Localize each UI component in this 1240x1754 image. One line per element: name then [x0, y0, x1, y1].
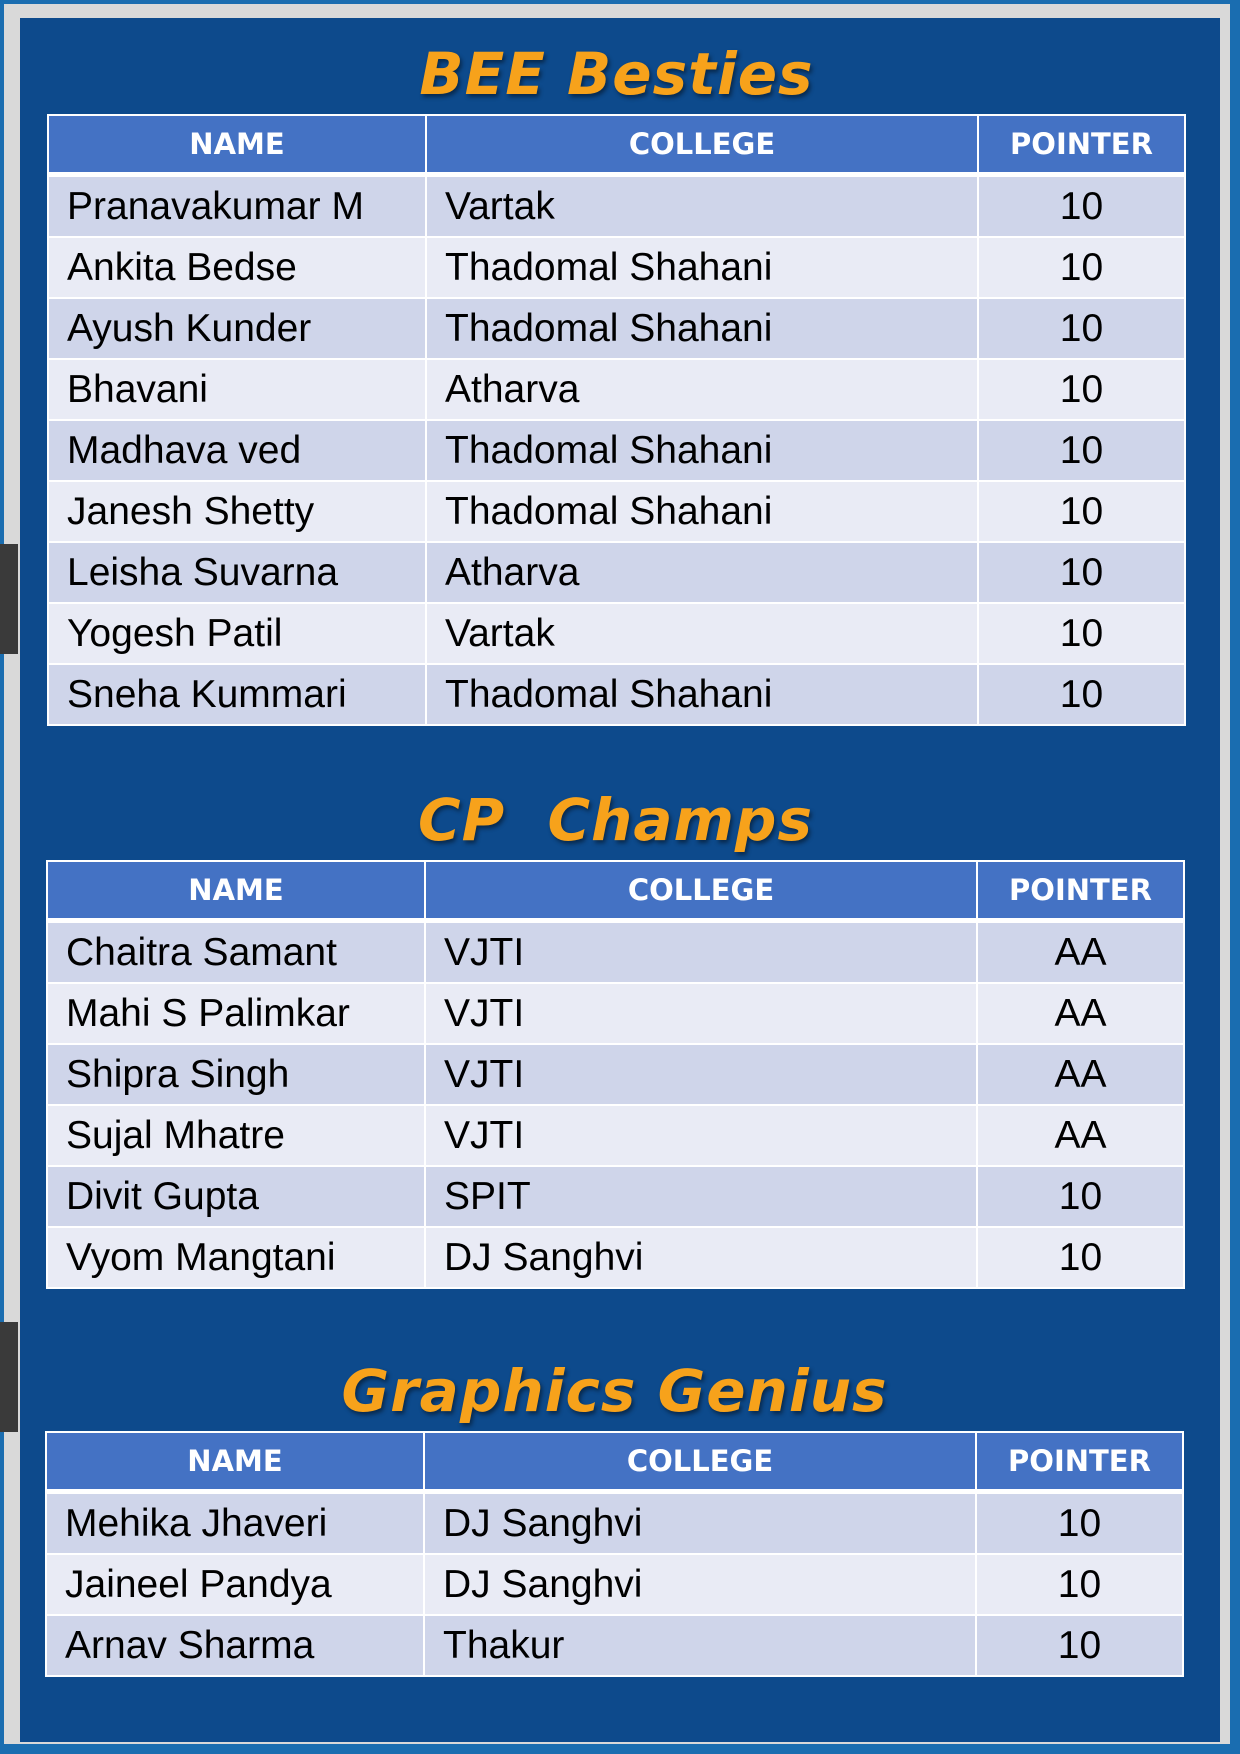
column-header-college: COLLEGE — [426, 115, 978, 175]
cell-pointer: 10 — [976, 1554, 1183, 1615]
cell-name: Yogesh Patil — [48, 603, 426, 664]
column-header-pointer: POINTER — [976, 1432, 1183, 1492]
column-header-name: NAME — [48, 115, 426, 175]
table-row — [46, 1492, 1183, 1555]
section-1 — [47, 34, 1186, 726]
table-row — [48, 420, 1185, 481]
results-table — [45, 1431, 1184, 1677]
cell-college: VJTI — [425, 1105, 977, 1166]
cell-name: Divit Gupta — [47, 1166, 425, 1227]
cell-college: DJ Sanghvi — [424, 1554, 976, 1615]
cell-name: Shipra Singh — [47, 1044, 425, 1105]
section-title: BEE Besties — [419, 40, 814, 108]
cell-name: Bhavani — [48, 359, 426, 420]
results-table — [46, 860, 1185, 1289]
table-row — [46, 1554, 1183, 1615]
cell-college: Vartak — [426, 175, 978, 238]
section-2 — [46, 780, 1185, 1289]
table-row — [48, 481, 1185, 542]
cell-pointer: 10 — [978, 664, 1185, 725]
results-table — [47, 114, 1186, 726]
cell-name: Madhava ved — [48, 420, 426, 481]
header-row — [46, 1432, 1183, 1492]
table-row — [47, 1044, 1184, 1105]
table-row — [47, 921, 1184, 984]
cell-college: SPIT — [425, 1166, 977, 1227]
cell-name: Arnav Sharma — [46, 1615, 424, 1676]
cell-pointer: 10 — [977, 1227, 1184, 1288]
table-row — [48, 603, 1185, 664]
cell-name: Ankita Bedse — [48, 237, 426, 298]
column-header-college: COLLEGE — [425, 861, 977, 921]
table-row — [48, 298, 1185, 359]
cell-name: Ayush Kunder — [48, 298, 426, 359]
cell-pointer: AA — [977, 1044, 1184, 1105]
table-row — [47, 1166, 1184, 1227]
cell-name: Sujal Mhatre — [47, 1105, 425, 1166]
cell-college: VJTI — [425, 921, 977, 984]
cell-name: Mehika Jhaveri — [46, 1492, 424, 1555]
header-row — [47, 861, 1184, 921]
cell-name: Mahi S Palimkar — [47, 983, 425, 1044]
cell-college: Thadomal Shahani — [426, 420, 978, 481]
table-row — [48, 237, 1185, 298]
cell-pointer: 10 — [978, 542, 1185, 603]
cell-name: Jaineel Pandya — [46, 1554, 424, 1615]
side-tab-upper — [0, 544, 18, 654]
cell-name: Sneha Kummari — [48, 664, 426, 725]
cell-name: Janesh Shetty — [48, 481, 426, 542]
cell-name: Pranavakumar M — [48, 175, 426, 238]
cell-name: Leisha Suvarna — [48, 542, 426, 603]
cell-name: Chaitra Samant — [47, 921, 425, 984]
table-row — [46, 1615, 1183, 1676]
section-title: Graphics Genius — [341, 1357, 888, 1425]
cell-pointer: 10 — [978, 298, 1185, 359]
cell-college: Thadomal Shahani — [426, 237, 978, 298]
table-row — [48, 664, 1185, 725]
cell-name: Vyom Mangtani — [47, 1227, 425, 1288]
cell-college: Thadomal Shahani — [426, 664, 978, 725]
table-row — [48, 175, 1185, 238]
cell-pointer: 10 — [978, 603, 1185, 664]
cell-pointer: 10 — [978, 237, 1185, 298]
cell-pointer: AA — [977, 921, 1184, 984]
table-row — [47, 1105, 1184, 1166]
cell-pointer: 10 — [976, 1492, 1183, 1555]
side-tab-lower — [0, 1322, 18, 1432]
table-row — [48, 542, 1185, 603]
table-row — [47, 983, 1184, 1044]
section-title: CP Champs — [418, 786, 813, 854]
cell-college: VJTI — [425, 983, 977, 1044]
cell-college: VJTI — [425, 1044, 977, 1105]
column-header-pointer: POINTER — [977, 861, 1184, 921]
cell-pointer: 10 — [978, 359, 1185, 420]
column-header-name: NAME — [47, 861, 425, 921]
cell-college: Atharva — [426, 542, 978, 603]
cell-pointer: AA — [977, 1105, 1184, 1166]
header-row — [48, 115, 1185, 175]
column-header-college: COLLEGE — [424, 1432, 976, 1492]
cell-pointer: 10 — [978, 420, 1185, 481]
cell-college: Thadomal Shahani — [426, 298, 978, 359]
cell-college: DJ Sanghvi — [424, 1492, 976, 1555]
column-header-pointer: POINTER — [978, 115, 1185, 175]
cell-pointer: 10 — [976, 1615, 1183, 1676]
section-3 — [45, 1351, 1184, 1677]
table-row — [48, 359, 1185, 420]
cell-college: Atharva — [426, 359, 978, 420]
column-header-name: NAME — [46, 1432, 424, 1492]
cell-pointer: 10 — [978, 175, 1185, 238]
cell-college: Thadomal Shahani — [426, 481, 978, 542]
cell-pointer: 10 — [978, 481, 1185, 542]
cell-college: Thakur — [424, 1615, 976, 1676]
cell-pointer: AA — [977, 983, 1184, 1044]
table-row — [47, 1227, 1184, 1288]
cell-college: Vartak — [426, 603, 978, 664]
cell-pointer: 10 — [977, 1166, 1184, 1227]
cell-college: DJ Sanghvi — [425, 1227, 977, 1288]
